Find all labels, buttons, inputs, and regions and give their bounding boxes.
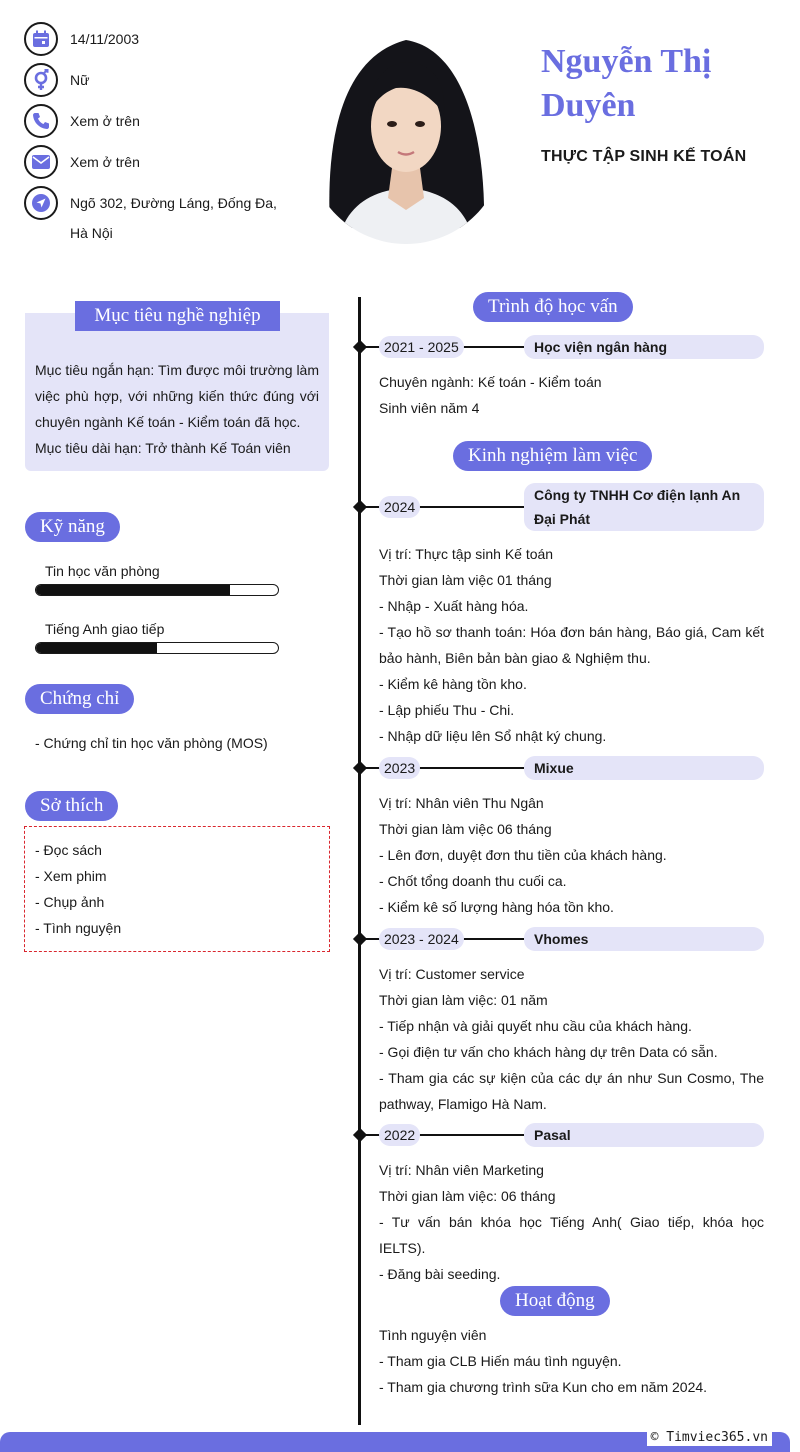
job-line: Thời gian làm việc: 06 tháng (379, 1188, 556, 1204)
job-line: Vị trí: Customer service (379, 966, 525, 982)
gender-text: Nữ (70, 72, 90, 88)
education-line: Sinh viên năm 4 (379, 400, 480, 416)
job-line: - Lên đơn, duyệt đơn thu tiền của khách hàng. (379, 847, 667, 863)
contact-birthday (24, 22, 280, 56)
experience-title: Kinh nghiệm làm việc (453, 441, 652, 471)
phone-text: Xem ở trên (70, 113, 140, 129)
job-details (379, 541, 764, 749)
candidate-name: Nguyễn Thị Duyên (541, 43, 712, 124)
education-title: Trình độ học vấn (473, 292, 633, 322)
address-text: Ngõ 302, Đường Láng, Đống Đa, Hà Nội (70, 195, 277, 241)
hobby-item: - Tình nguyện (35, 920, 122, 936)
activity-line: - Tham gia chương trình sữa Kun cho em năm 2024. (379, 1379, 708, 1395)
job-details (379, 1157, 764, 1287)
hobbies-list (35, 837, 121, 941)
skill-bar-office (35, 584, 279, 596)
job-date: 2024 (379, 496, 420, 518)
objective-title: Mục tiêu nghề nghiệp (75, 301, 280, 331)
activities-details (379, 1322, 764, 1400)
job-line: - Tư vấn bán khóa học Tiếng Anh( Giao tiếp, khóa học IELTS). (379, 1214, 764, 1256)
profile-photo (308, 28, 504, 244)
job-line: - Chốt tổng doanh thu cuối ca. (379, 873, 567, 889)
job-date: 2022 (379, 1124, 420, 1146)
job-line: - Kiểm kê số lượng hàng hóa tồn kho. (379, 899, 614, 915)
job-details (379, 961, 764, 1117)
job-line: - Kiểm kê hàng tồn kho. (379, 676, 527, 692)
education-date: 2021 - 2025 (379, 336, 464, 358)
contact-email (24, 145, 280, 179)
job-line: Thời gian làm việc 01 tháng (379, 572, 552, 588)
education-line: Chuyên ngành: Kế toán - Kiểm toán (379, 374, 602, 390)
email-text: Xem ở trên (70, 154, 140, 170)
activities-title: Hoạt động (500, 1286, 610, 1316)
job-company: Pasal (524, 1123, 764, 1147)
job-title: THỰC TẬP SINH KẾ TOÁN (541, 148, 747, 165)
job-date: 2023 (379, 757, 420, 779)
objective-long-term: Mục tiêu dài hạn: Trở thành Kế Toán viên (35, 440, 291, 456)
objective-text (35, 357, 319, 461)
job-line: - Tạo hồ sơ thanh toán: Hóa đơn bán hàng, Báo giá, Cam kết bảo hành, Biên bản bàn giao & Nghiệm thu. (379, 624, 764, 666)
job-line: Thời gian làm việc: 01 năm (379, 992, 548, 1008)
skills-title: Kỹ năng (25, 512, 120, 542)
job-line: - Tiếp nhận và giải quyết nhu cầu của khách hàng. (379, 1018, 692, 1034)
phone-icon (24, 104, 58, 138)
skill-bar-english (35, 642, 279, 654)
job-line: - Gọi điện tư vấn cho khách hàng dự trên Data có sẵn. (379, 1044, 718, 1060)
education-school: Học viện ngân hàng (524, 335, 764, 359)
calendar-icon (24, 22, 58, 56)
job-date: 2023 - 2024 (379, 928, 464, 950)
job-company: Mixue (524, 756, 764, 780)
education-details (379, 369, 764, 421)
job-line: - Tham gia các sự kiện của các dự án như Sun Cosmo, The pathway, Flamigo Hà Nam. (379, 1070, 764, 1112)
hobbies-title: Sở thích (25, 791, 118, 821)
contact-address (24, 186, 280, 248)
job-line: - Đăng bài seeding. (379, 1266, 501, 1282)
certificates-title: Chứng chỉ (25, 684, 134, 714)
objective-short-term: Mục tiêu ngắn hạn: Tìm được môi trường làm việc phù hợp, với những kiến thức đúng với chuyên ngành Kế toán - Kiểm toán đã học. (35, 362, 319, 430)
activity-line: Tình nguyện viên (379, 1327, 487, 1343)
skill-label-office: Tin học văn phòng (45, 563, 160, 579)
hobby-item: - Chụp ảnh (35, 894, 105, 910)
location-arrow-icon (24, 186, 58, 220)
job-line: - Lập phiếu Thu - Chi. (379, 702, 515, 718)
hobby-item: - Đọc sách (35, 842, 102, 858)
job-details (379, 790, 764, 920)
email-icon (24, 145, 58, 179)
certificate-item: - Chứng chỉ tin học văn phòng (MOS) (35, 735, 268, 751)
hobby-item: - Xem phim (35, 868, 107, 884)
contact-gender (24, 63, 280, 97)
job-company: Vhomes (524, 927, 764, 951)
job-company: Công ty TNHH Cơ điện lạnh An Đại Phát (524, 483, 764, 531)
job-line: - Nhập - Xuất hàng hóa. (379, 598, 529, 614)
footer-watermark: © Timviec365.vn (647, 1430, 772, 1446)
skill-bar-fill-office (36, 585, 230, 595)
job-line: Vị trí: Thực tập sinh Kế toán (379, 546, 554, 562)
activity-line: - Tham gia CLB Hiến máu tình nguyện. (379, 1353, 622, 1369)
job-line: Thời gian làm việc 06 tháng (379, 821, 552, 837)
contact-phone (24, 104, 280, 138)
timeline-line (358, 297, 361, 1425)
gender-icon (24, 63, 58, 97)
skill-bar-fill-english (36, 643, 157, 653)
skill-label-english: Tiếng Anh giao tiếp (45, 621, 165, 637)
job-line: - Nhập dữ liệu lên Sổ nhật ký chung. (379, 728, 607, 744)
job-line: Vị trí: Nhân viên Marketing (379, 1162, 544, 1178)
job-line: Vị trí: Nhân viên Thu Ngân (379, 795, 544, 811)
birthday-text: 14/11/2003 (70, 31, 140, 47)
